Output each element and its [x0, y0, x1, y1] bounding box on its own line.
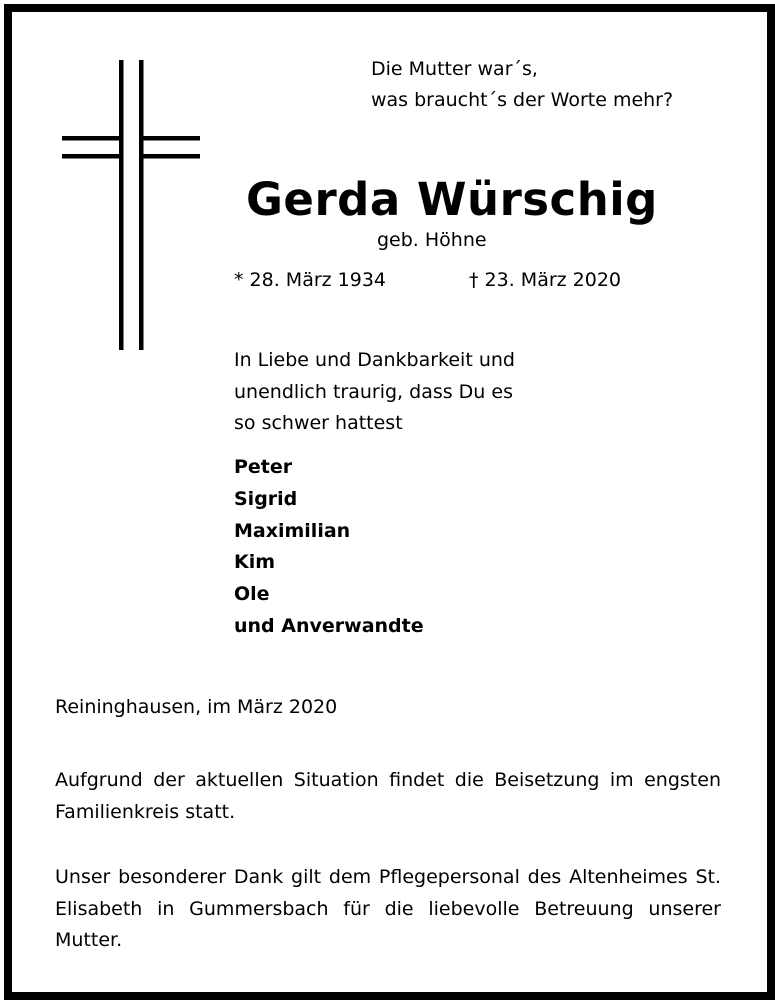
deceased-name: Gerda Würschig	[246, 173, 658, 226]
tribute-line-1: In Liebe und Dankbarkeit und	[234, 349, 515, 371]
tribute-text	[234, 345, 564, 440]
thanks-notice: Unser besonderer Dank gilt dem Pflegepersonal des Altenheimes St. Elisabeth in Gummersbach für die liebevolle Betreuung unserer Mutter.	[55, 866, 721, 951]
quote-line-1: Die Mutter war´s,	[371, 58, 538, 80]
birth-date: * 28. März 1934	[234, 269, 387, 291]
mourner-name: Ole	[234, 583, 270, 606]
mourner-name: Kim	[234, 551, 276, 574]
mourner-name: Peter	[234, 456, 293, 478]
mourner-name: Sigrid	[234, 487, 298, 510]
mourner-name: und Anverwandte	[234, 614, 424, 637]
death-date: † 23. März 2020	[469, 269, 622, 291]
mourners-list	[234, 452, 424, 643]
funeral-notice: Aufgrund der aktuellen Situation findet die Beisetzung im engsten Familienkreis statt.	[55, 769, 721, 823]
tribute-line-2: unendlich traurig, dass Du es	[234, 380, 513, 403]
birth-name: geb. Höhne	[377, 229, 487, 251]
quote-line-2: was braucht´s der Worte mehr?	[371, 89, 674, 111]
memorial-quote	[371, 54, 673, 116]
mourner-name: Maximilian	[234, 519, 351, 542]
place-and-date: Reininghausen, im März 2020	[55, 696, 338, 718]
tribute-line-3: so schwer hattest	[234, 412, 403, 434]
